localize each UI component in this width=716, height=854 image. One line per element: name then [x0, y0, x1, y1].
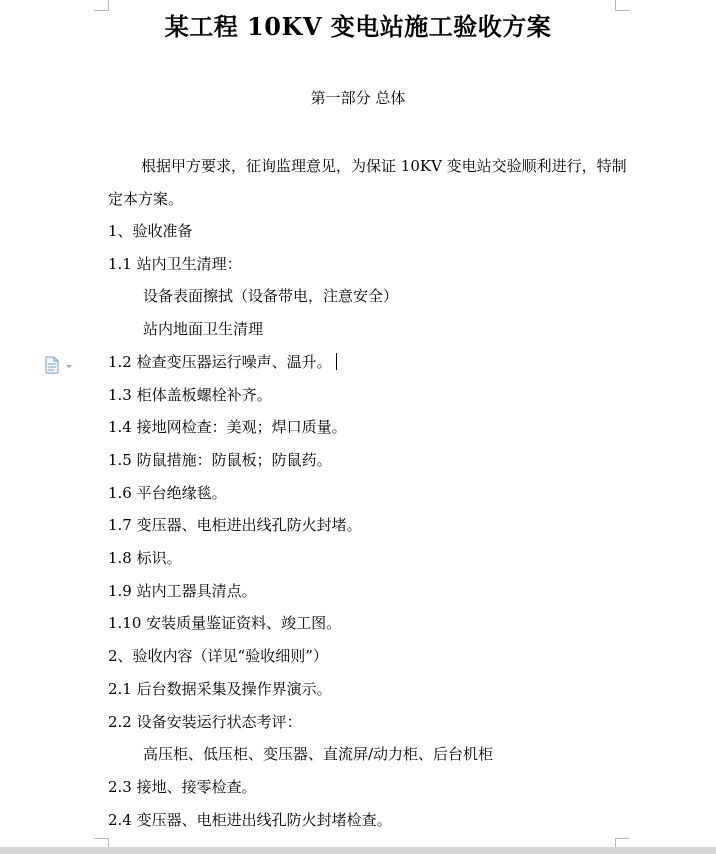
- list-item-with-cursor[interactable]: [108, 351, 337, 372]
- list-item[interactable]: 1.9 站内工器具清点。: [108, 582, 257, 600]
- text-cursor: [336, 353, 338, 370]
- intro-paragraph[interactable]: 根据甲方要求，征询监理意见，为保证 10KV 变电站交验顺利进行，特制定本方案。: [108, 157, 627, 208]
- list-item[interactable]: 1.6 平台绝缘毯。: [108, 484, 227, 502]
- document-title: 某工程 10KV 变电站施工验收方案: [164, 12, 552, 41]
- list-item[interactable]: 1.8 标识。: [108, 549, 182, 567]
- list-item[interactable]: 2.4 变压器、电柜进出线孔防火封堵检查。: [108, 811, 392, 829]
- part-heading: 第一部分 总体: [310, 89, 406, 107]
- list-item[interactable]: 高压柜、低压柜、变压器、直流屏/动力柜、后台机柜: [143, 745, 494, 763]
- document-icon-svg: [45, 356, 75, 374]
- list-item[interactable]: 1.4 接地网检查：美观；焊口质量。: [108, 418, 347, 436]
- bottom-scroll-area: [0, 847, 716, 854]
- section-heading[interactable]: 1、验收准备: [108, 222, 193, 240]
- list-item[interactable]: 2.3 接地、接零检查。: [108, 778, 257, 796]
- document-icon[interactable]: [45, 356, 75, 374]
- list-item[interactable]: 1.7 变压器、电柜进出线孔防火封堵。: [108, 516, 362, 534]
- section-heading[interactable]: 2、验收内容（详见“验收细则”）: [108, 647, 328, 665]
- list-item-text: 1.2 检查变压器运行噪声、温升。: [108, 353, 332, 371]
- list-item[interactable]: 2.1 后台数据采集及操作界演示。: [108, 680, 332, 698]
- list-item[interactable]: 2.2 设备安装运行状态考评：: [108, 713, 302, 731]
- list-item[interactable]: 1.1 站内卫生清理：: [108, 255, 242, 273]
- list-item[interactable]: 1.3 柜体盖板螺栓补齐。: [108, 386, 272, 404]
- list-item[interactable]: 1.10 安装质量鉴证资料、竣工图。: [108, 614, 342, 632]
- list-item[interactable]: 站内地面卫生清理: [143, 320, 264, 338]
- list-item[interactable]: 1.5 防鼠措施：防鼠板；防鼠药。: [108, 451, 332, 469]
- list-item[interactable]: 设备表面擦拭（设备带电，注意安全）: [143, 287, 399, 305]
